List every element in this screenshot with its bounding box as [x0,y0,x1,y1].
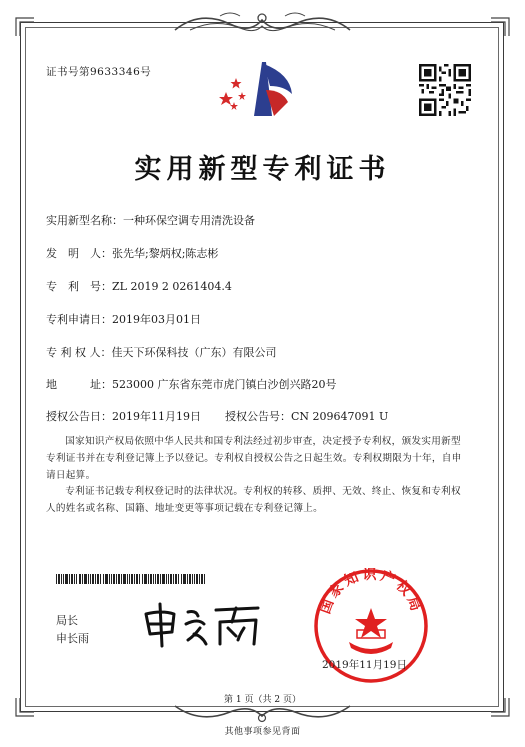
field-value: 2019年03月01日 [112,313,201,326]
seal-text: 国家知识产权局 [317,568,425,617]
field-label: 发 明 人： [46,247,112,260]
legal-paragraph-2: 专利证书记载专利权登记时的法律状况。专利权的转移、质押、无效、终止、恢复和专利权人的姓名或名称、国籍、地址变更等事项记载在专利登记簿上。 [46,486,461,514]
director-name: 申长雨 [56,632,89,645]
grant-announce-value: 2019年11月19日 [112,410,201,423]
director-signature-icon [140,600,265,648]
top-ornament [170,8,355,38]
field-utility-model-name [46,212,255,228]
field-value: 523000 广东省东莞市虎门镇白沙创兴路20号 [112,378,337,391]
qr-code-icon [419,64,471,116]
certificate-title: 实用新型专利证书 [134,154,391,185]
page-number: 第 1 页（共 2 页） [224,695,301,705]
svg-text:国家知识产权局 [316,568,424,616]
field-label: 实用新型名称： [46,214,123,227]
grant-number-label: 授权公告号： [225,410,291,423]
field-patent-number [46,278,232,294]
field-address [46,376,336,392]
director-title: 局长 [56,614,78,627]
field-label: 专 利 号： [46,280,112,293]
field-value: ZL 2019 2 0261404.4 [112,280,232,293]
barcode-icon [56,574,206,584]
field-label: 专 利 权 人： [46,346,112,359]
field-grant-info [46,408,388,424]
bottom-ornament [170,702,355,726]
cnipa-logo-icon [212,56,312,120]
field-inventors [46,245,218,261]
seal-date: 2019年11月19日 [322,659,407,671]
footer-note: 其他事项参见背面 [224,727,301,737]
grant-announce-label: 授权公告日： [46,410,112,423]
field-value: 佳天下环保科技（广东）有限公司 [111,346,277,359]
field-application-date [46,311,201,327]
corner-ornament-tr [489,16,511,38]
grant-number-value: CN 209647091 U [291,410,389,423]
certificate-number: 证书号第9633346号 [46,66,152,78]
field-label: 专利申请日： [46,313,112,326]
field-patentee [46,344,277,360]
field-value: 一种环保空调专用清洗设备 [123,214,255,227]
field-label: 地 址： [46,378,112,391]
field-value: 张先华;黎炳权;陈志彬 [112,247,219,260]
corner-ornament-tl [14,16,36,38]
legal-paragraph-1: 国家知识产权局依照中华人民共和国专利法经过初步审查，决定授予专利权，颁发实用新型专利证书并在专利登记簿上予以登记。专利权自授权公告之日起生效。专利权期限为十年，自申请日起算。 [46,436,462,481]
